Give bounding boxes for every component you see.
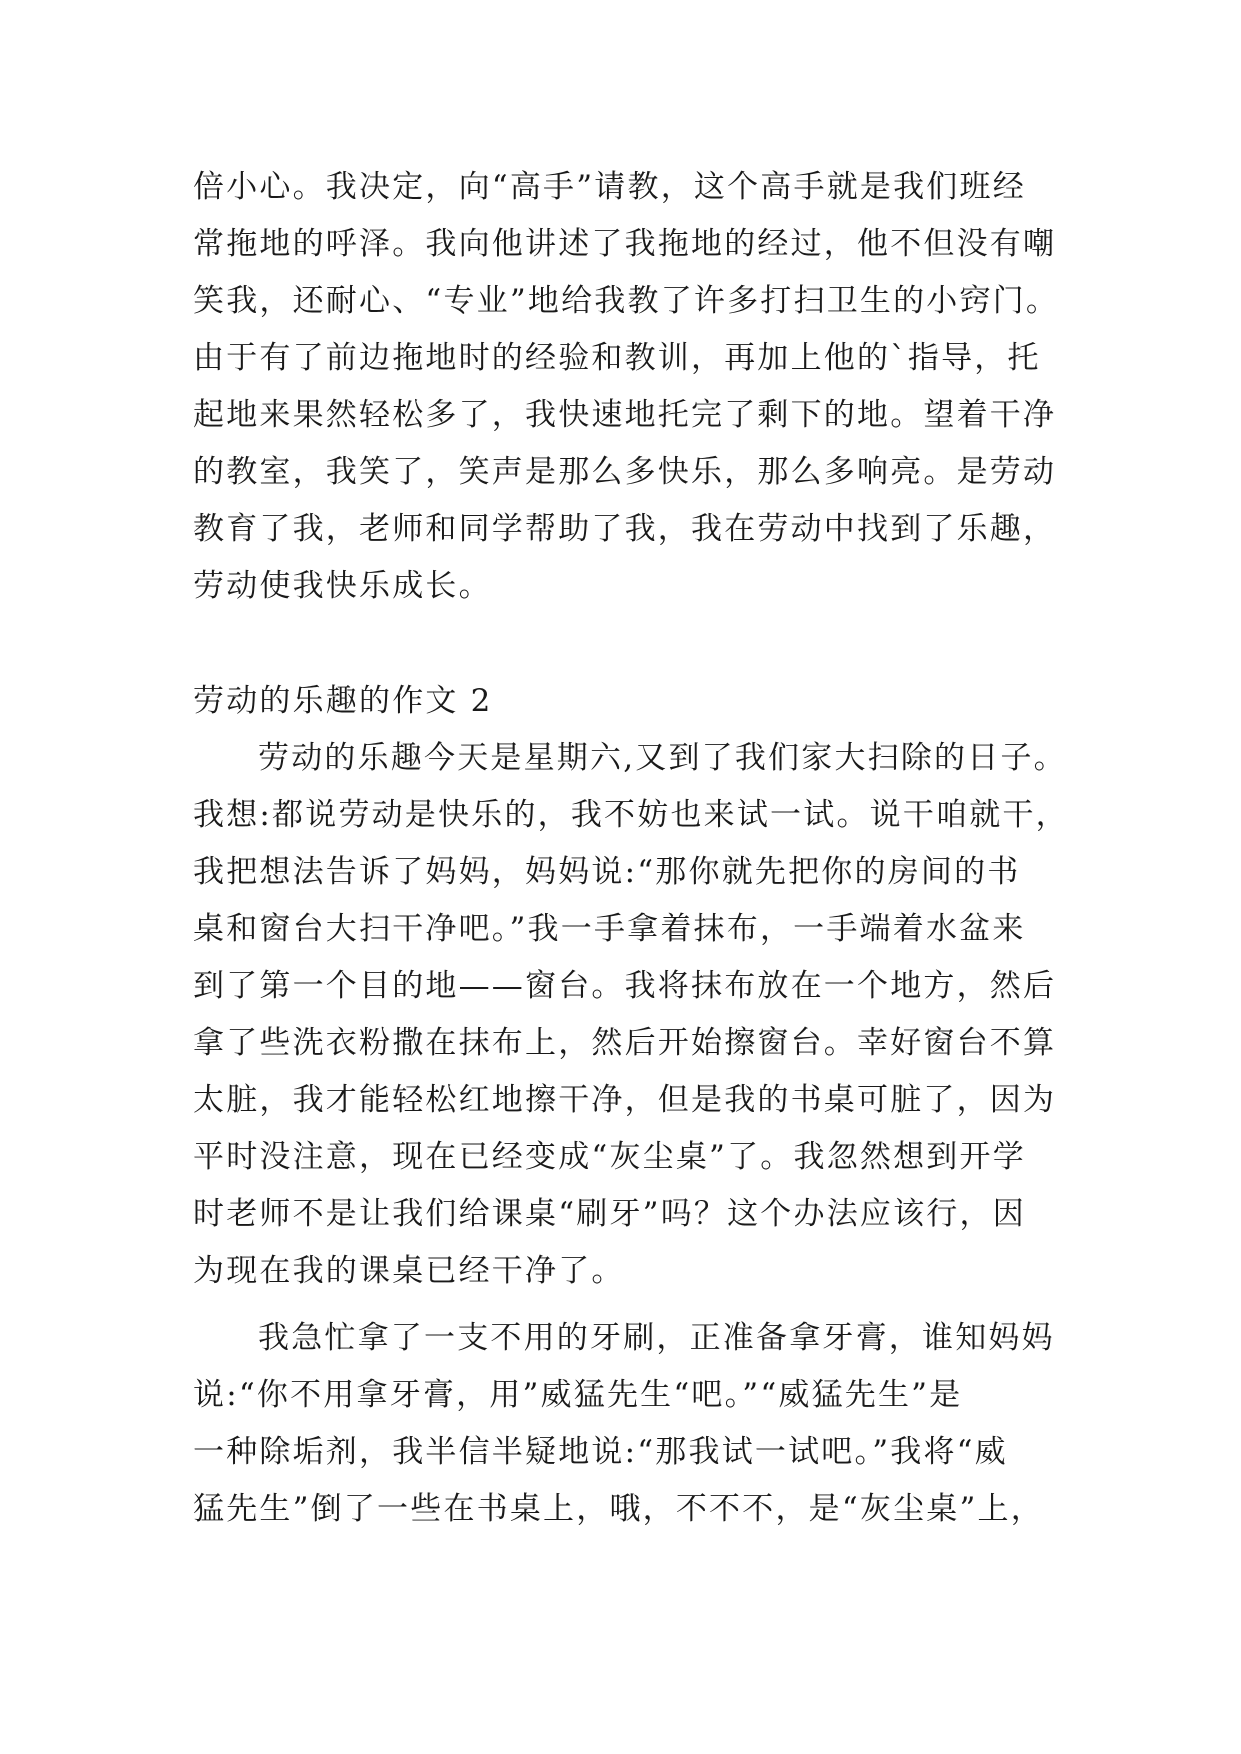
paragraph-line: 太脏，我才能轻松红地擦干净，但是我的书桌可脏了，因为 bbox=[193, 1082, 1057, 1118]
paragraph-line: 平时没注意，现在已经变成“灰尘桌”了。我忽然想到开学 bbox=[193, 1139, 1026, 1175]
paragraph-line: 倍小心。我决定，向“高手”请教，这个高手就是我们班经 bbox=[193, 169, 1026, 205]
paragraph-line: 常拖地的呼泽。我向他讲述了我拖地的经过，他不但没有嘲 bbox=[193, 226, 1057, 262]
paragraph-line: 猛先生”倒了一些在书桌上，哦，不不不，是“灰尘桌”上， bbox=[193, 1491, 1044, 1527]
paragraph-line: 时老师不是让我们给课桌“刷牙”吗？这个办法应该行，因 bbox=[193, 1196, 1026, 1232]
paragraph-line: 教育了我，老师和同学帮助了我，我在劳动中找到了乐趣， bbox=[193, 511, 1057, 547]
paragraph-line: 劳动的乐趣今天是星期六,又到了我们家大扫除的日子。 bbox=[258, 740, 1067, 776]
paragraph-line: 劳动使我快乐成长。 bbox=[193, 568, 492, 604]
paragraph-line: 我急忙拿了一支不用的牙刷，正准备拿牙膏，谁知妈妈 bbox=[258, 1320, 1055, 1356]
paragraph-line: 拿了些洗衣粉撒在抹布上，然后开始擦窗台。幸好窗台不算 bbox=[193, 1025, 1057, 1061]
paragraph-line: 为现在我的课桌已经干净了。 bbox=[193, 1253, 625, 1289]
paragraph-line: 说:“你不用拿牙膏，用”威猛先生“吧。”“威猛先生”是 bbox=[193, 1377, 963, 1413]
paragraph-line: 笑我，还耐心、“专业”地给我教了许多打扫卫生的小窍门。 bbox=[193, 283, 1060, 319]
paragraph-line: 桌和窗台大扫干净吧。”我一手拿着抹布，一手端着水盆来 bbox=[193, 911, 1026, 947]
paragraph-line: 起地来果然轻松多了，我快速地托完了剩下的地。望着干净 bbox=[193, 397, 1057, 433]
paragraph-line: 一种除垢剂，我半信半疑地说:“那我试一试吧。”我将“威 bbox=[193, 1434, 1008, 1470]
paragraph-line: 到了第一个目的地——窗台。我将抹布放在一个地方，然后 bbox=[193, 968, 1057, 1004]
paragraph-line: 的教室，我笑了，笑声是那么多快乐，那么多响亮。是劳动 bbox=[193, 454, 1057, 490]
section-heading: 劳动的乐趣的作文 2 bbox=[193, 683, 493, 719]
paragraph-line: 我把想法告诉了妈妈，妈妈说:“那你就先把你的房间的书 bbox=[193, 854, 1021, 890]
paragraph-line: 由于有了前边拖地时的经验和教训，再加上他的`指导，托 bbox=[193, 340, 1041, 376]
paragraph-line: 我想:都说劳动是快乐的，我不妨也来试一试。说干咱就干， bbox=[193, 797, 1069, 833]
